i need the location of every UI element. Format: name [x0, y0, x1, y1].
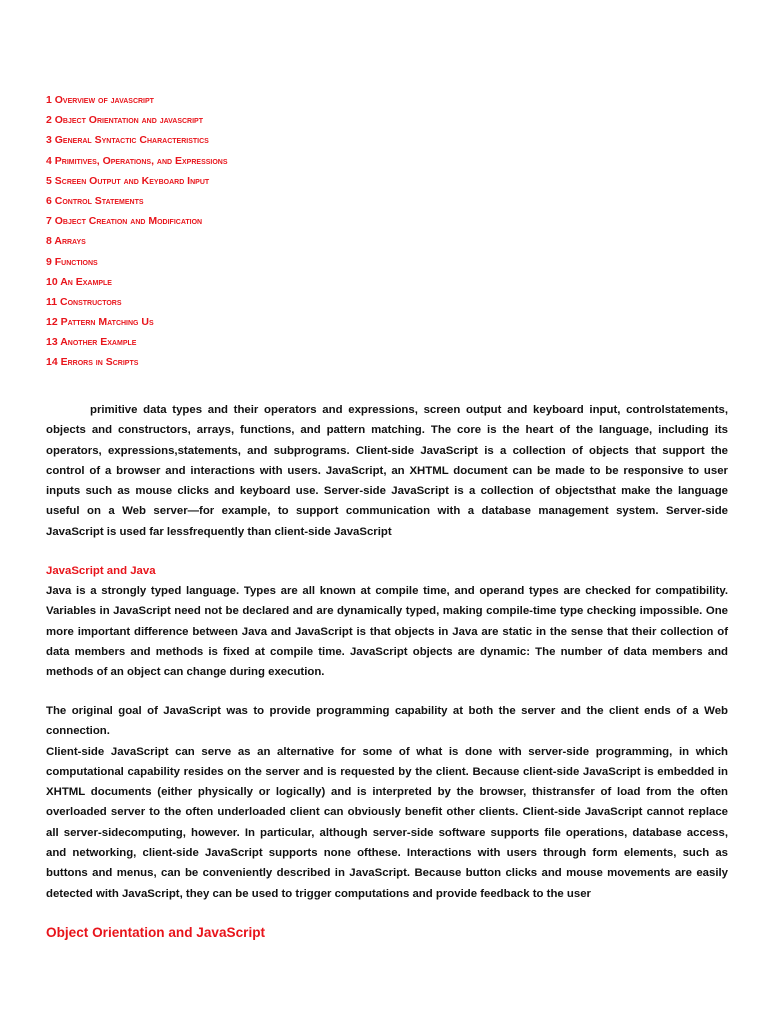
toc-item-primitives[interactable]: 4 Primitives, Operations, and Expressions	[46, 154, 228, 167]
toc-item-control-statements[interactable]: 6 Control Statements	[46, 194, 144, 207]
section-heading-object-orientation: Object Orientation and JavaScript	[46, 925, 266, 940]
section-heading-javascript-and-java: JavaScript and Java	[46, 565, 156, 577]
original-goal-section	[46, 701, 728, 904]
toc-item-an-example[interactable]: 10 An Example	[46, 275, 112, 288]
toc-item-errors-in-scripts[interactable]: 14 Errors in Scripts	[46, 356, 139, 369]
javascript-java-paragraph: Java is a strongly typed language. Types are all known at compile time, and operand types are checked for compatibility. Variables in JavaScript need not be declared and are dynamically typed, making compile-time type checking impossible. One more important difference between Java and JavaScript is that objects in Java are static in the sense that their collection of data members and methods is fixed at compile time. JavaScript objects are dynamic: The number of data members and methods of an object can change during execution.	[46, 585, 728, 679]
toc-item-constructors[interactable]: 11 Constructors	[46, 295, 122, 308]
toc-item-object-creation[interactable]: 7 Object Creation and Modification	[46, 215, 203, 228]
table-of-contents	[46, 92, 228, 375]
toc-item-syntactic-characteristics[interactable]: 3 General Syntactic Characteristics	[46, 134, 209, 147]
toc-item-arrays[interactable]: 8 Arrays	[46, 235, 86, 248]
toc-item-another-example[interactable]: 13 Another Example	[46, 336, 137, 349]
toc-item-functions[interactable]: 9 Functions	[46, 255, 98, 268]
toc-item-pattern-matching[interactable]: 12 Pattern Matching Us	[46, 316, 154, 329]
toc-item-overview[interactable]: 1 Overview of javascript	[46, 94, 154, 106]
toc-item-object-orientation[interactable]: 2 Object Orientation and javascript	[46, 114, 203, 127]
intro-paragraph: primitive data types and their operators and expressions, screen output and keyboard input, controlstatements, objects and constructors, arrays, functions, and pattern matching. The core is the heart of the language, including its operators, expressions,statements, and subprograms. Client-side JavaScript is a collection of objects that support the control of a browser and interactions with users. JavaScript, an XHTML document can be made to be responsive to user inputs such as mouse clicks and keyboard use. Server-side JavaScript is a collection of objectsthat make the language useful on a Web server—for example, to support communication with a database management system. Server-side JavaScript is used far lessfrequently than client-side JavaScript	[46, 404, 728, 538]
client-side-paragraph: Client-side JavaScript can serve as an alternative for some of what is done with server-side programming, in which computational capability resides on the server and is requested by the client. Because client-side JavaScript is embedded in XHTML documents (either physically or logically) and is interpreted by the browser, thistransfer of load from the often overloaded server to the often underloaded client can obviously benefit other clients. Client-side JavaScript cannot replace all server-sidecomputing, however. In particular, although server-side software supports file operations, database access, and networking, client-side JavaScript supports none ofthese. Interactions with users through form elements, such as buttons and menus, can be conveniently described in JavaScript. Because button clicks and mouse movements are easily detected with JavaScript, they can be used to trigger computations and provide feedback to the user	[46, 745, 728, 900]
toc-item-screen-output[interactable]: 5 Screen Output and Keyboard Input	[46, 174, 210, 187]
original-goal-paragraph: The original goal of JavaScript was to provide programming capability at both the server and the client ends of a Web connection.	[46, 705, 728, 738]
